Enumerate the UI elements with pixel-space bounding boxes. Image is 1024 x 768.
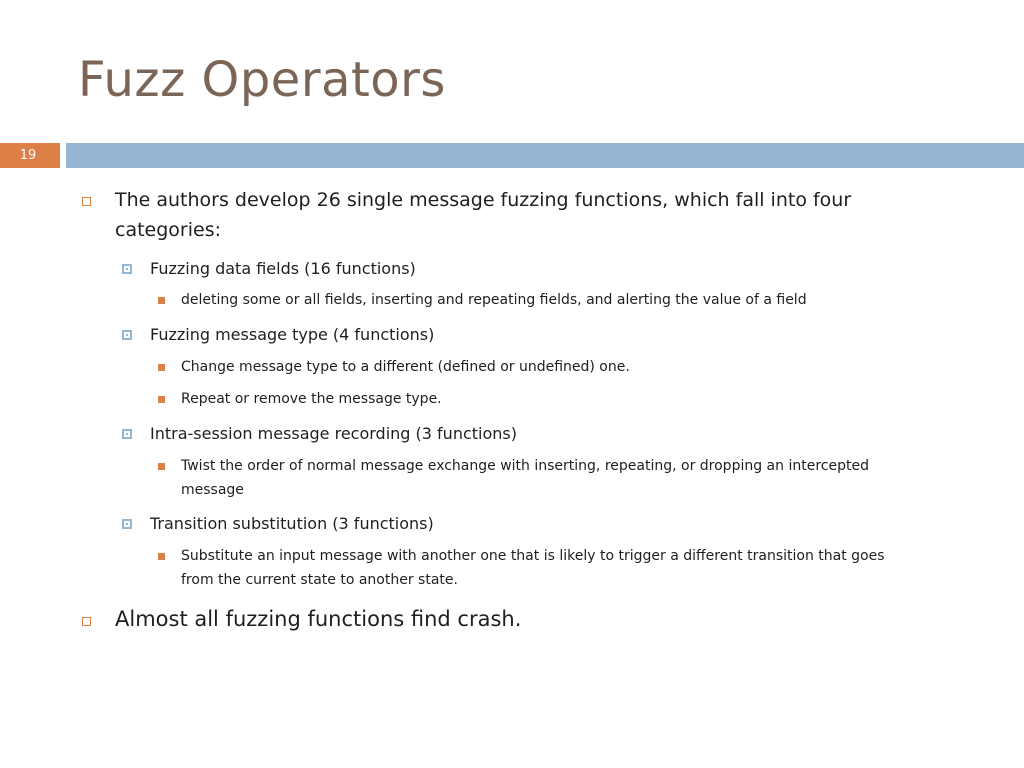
page-number: 19 [19,148,37,163]
level3-bullet-icon [158,297,165,304]
level3-bullet-icon [158,463,165,470]
level2-bullet-icon [122,519,132,529]
bullet-level1-text: Almost all fuzzing functions find crash. [115,607,522,631]
level3-bullet-icon [158,396,165,403]
level3-bullet-icon [158,553,165,560]
bullet-level2-text: Fuzzing data fields (16 functions) [150,259,416,278]
bullet-level3-text: Change message type to a different (defined or undefined) one. [181,359,630,375]
level2-bullet-icon [122,429,132,439]
bullet-level3-text: deleting some or all fields, inserting and repeating fields, and alerting the value of a field [181,292,807,308]
bullet-level3-text: Twist the order of normal message exchange with inserting, repeating, or dropping an intercepted [181,458,869,474]
bullet-level3-text-continued: from the current state to another state. [181,572,458,588]
level1-bullet-icon [82,197,91,206]
bullet-level3-text: Substitute an input message with another one that is likely to trigger a different transition that goes [181,548,885,564]
bullet-level1-text-continued: categories: [115,219,221,241]
level2-bullet-icon [122,330,132,340]
level3-bullet-icon [158,364,165,371]
bullet-level3-text: Repeat or remove the message type. [181,391,442,407]
bullet-level2-text: Transition substitution (3 functions) [150,514,434,533]
bullet-level1-text: The authors develop 26 single message fuzzing functions, which fall into four [115,189,852,211]
page-number-badge [0,143,60,168]
bullet-level2-text: Fuzzing message type (4 functions) [150,325,435,344]
header-rule-bar [66,143,1024,168]
bullet-level2-text: Intra-session message recording (3 functions) [150,424,517,443]
level2-bullet-icon [122,264,132,274]
bullet-level3-text-continued: message [181,482,244,498]
slide-title: Fuzz Operators [78,52,446,108]
level1-bullet-icon [82,617,91,626]
